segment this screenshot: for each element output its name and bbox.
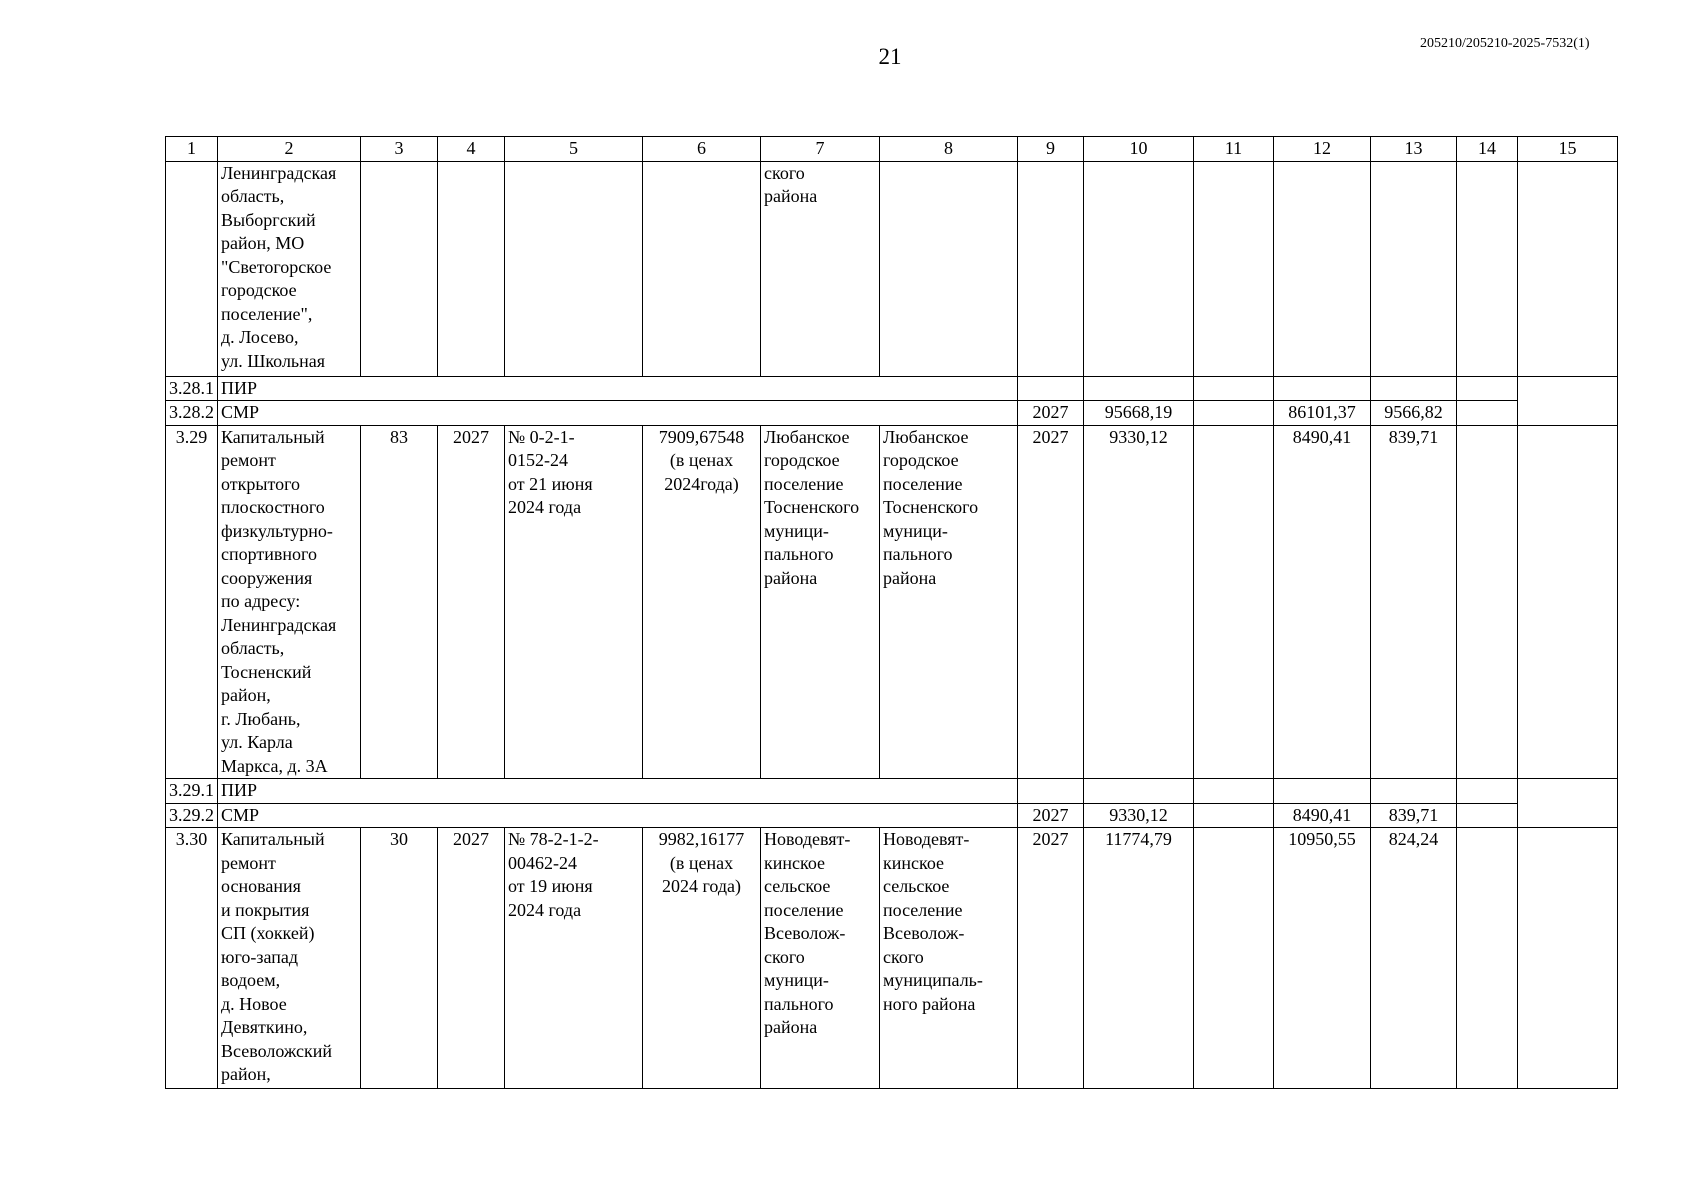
- table-row: [166, 376, 1618, 401]
- cell-object-address: Капитальный ремонт основания и покрытия СП (хоккей) юго-запад водоем, д. Новое Девяткино, Всеволожский район,: [218, 828, 361, 1089]
- cell-value: 824,24: [1371, 828, 1457, 1089]
- cell-municipality: ского района: [761, 161, 880, 376]
- cell-value: 8490,41: [1274, 803, 1371, 828]
- cell-expertise: № 0-2-1- 0152-24 от 21 июня 2024 года: [505, 425, 643, 779]
- cell-total: 11774,79: [1084, 828, 1194, 1089]
- table-row: [166, 803, 1618, 828]
- col-header: 14: [1457, 137, 1518, 162]
- cell-customer: Любанское городское поселение Тосненского муници- пального района: [880, 425, 1018, 779]
- cell-total: 9330,12: [1084, 425, 1194, 779]
- col-header: 7: [761, 137, 880, 162]
- cell-quantity: 83: [361, 425, 438, 779]
- cell-num: 3.29: [166, 425, 218, 779]
- col-header: 11: [1194, 137, 1274, 162]
- cell-num: 3.30: [166, 828, 218, 1089]
- cell-estimate: 9982,16177 (в ценах 2024 года): [643, 828, 761, 1089]
- col-header: 9: [1018, 137, 1084, 162]
- cell-num: [166, 161, 218, 376]
- cell-municipality: Любанское городское поселение Тосненского муници- пального района: [761, 425, 880, 779]
- cell-label: ПИР: [218, 779, 1018, 804]
- col-header: 15: [1518, 137, 1618, 162]
- cell-value: 86101,37: [1274, 401, 1371, 426]
- cell-label: СМР: [218, 401, 1018, 426]
- col-header: 10: [1084, 137, 1194, 162]
- table-row-3-29: [166, 425, 1618, 779]
- cell-year: 2027: [438, 425, 505, 779]
- col-header: 4: [438, 137, 505, 162]
- page-number: 21: [878, 44, 902, 69]
- col-header: 5: [505, 137, 643, 162]
- cell-num: 3.29.2: [166, 803, 218, 828]
- table-row: [166, 401, 1618, 426]
- col-header: 12: [1274, 137, 1371, 162]
- cell-num: 3.28.2: [166, 401, 218, 426]
- cell-municipality: Новодевят- кинское сельское поселение Всеволож- ского муници- пального района: [761, 828, 880, 1089]
- col-header: 6: [643, 137, 761, 162]
- cell-year: 2027: [1018, 425, 1084, 779]
- cell-value: 10950,55: [1274, 828, 1371, 1089]
- cell-total: 9330,12: [1084, 803, 1194, 828]
- table-row-3-30: [166, 828, 1618, 1089]
- cell-quantity: 30: [361, 828, 438, 1089]
- cell-estimate: 7909,67548 (в ценах 2024года): [643, 425, 761, 779]
- cell-label: ПИР: [218, 376, 1018, 401]
- column-number-row: [166, 137, 1618, 162]
- cell-value: 8490,41: [1274, 425, 1371, 779]
- cell-year: 2027: [438, 828, 505, 1089]
- col-header: 2: [218, 137, 361, 162]
- cell-year: 2027: [1018, 803, 1084, 828]
- cell-value: 839,71: [1371, 425, 1457, 779]
- cell-year: 2027: [1018, 401, 1084, 426]
- table-row: [166, 779, 1618, 804]
- program-table: [165, 136, 1618, 1089]
- cell-expertise: № 78-2-1-2- 00462-24 от 19 июня 2024 года: [505, 828, 643, 1089]
- cell-object-address: Капитальный ремонт открытого плоскостного физкультурно- спортивного сооружения по адресу: Ленинградская область, Тосненский район, г. Любань, ул. Карла Маркса, д. 3А: [218, 425, 361, 779]
- cell-total: 95668,19: [1084, 401, 1194, 426]
- cell-num: 3.28.1: [166, 376, 218, 401]
- table-row-continuation: [166, 161, 1618, 376]
- document-reference: 205210/205210-2025-7532(1): [1420, 36, 1590, 51]
- cell-label: СМР: [218, 803, 1018, 828]
- col-header: 13: [1371, 137, 1457, 162]
- cell-customer: Новодевят- кинское сельское поселение Всеволож- ского муниципаль- ного района: [880, 828, 1018, 1089]
- cell-value: 839,71: [1371, 803, 1457, 828]
- col-header: 1: [166, 137, 218, 162]
- cell-num: 3.29.1: [166, 779, 218, 804]
- col-header: 3: [361, 137, 438, 162]
- col-header: 8: [880, 137, 1018, 162]
- cell-year: 2027: [1018, 828, 1084, 1089]
- cell-object-address: Ленинградская область, Выборгский район, МО "Светогорское городское поселение", д. Лосево, ул. Школьная: [218, 161, 361, 376]
- cell-value: 9566,82: [1371, 401, 1457, 426]
